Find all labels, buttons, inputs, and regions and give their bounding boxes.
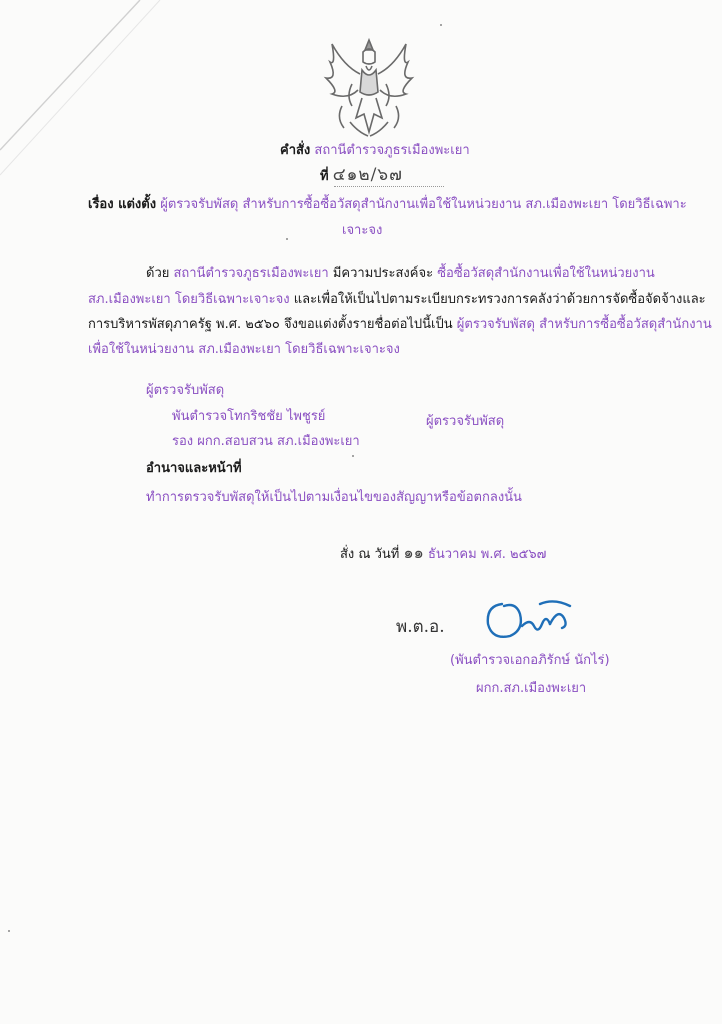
body-role-3: ผู้ตรวจรับพัสดุ สำหรับการซื้อซื้อวัสดุสำนักงาน bbox=[456, 317, 712, 332]
scan-speck bbox=[352, 455, 354, 457]
scan-speck bbox=[8, 930, 10, 932]
handwritten-signature bbox=[480, 594, 580, 644]
body-rest-2: และเพื่อให้เป็นไปตามระเบียบกระทรวงการคลังว่าด้วยการจัดซื้อจัดจ้างและ bbox=[293, 292, 706, 307]
signer-name: (พันตำรวจเอกอภิรักษ์ นักไร่) bbox=[450, 653, 610, 668]
body-line-2 bbox=[88, 291, 706, 309]
date-month-year: ธันวาคม พ.ศ. ๒๕๖๗ bbox=[427, 547, 547, 562]
body-purpose-1: ซื้อซื้อวัสดุสำนักงานเพื่อใช้ในหน่วยงาน bbox=[437, 266, 655, 281]
body-text-3: การบริหารพัสดุภาครัฐ พ.ศ. ๒๕๖๐ จึงขอแต่งตั้งรายชื่อต่อไปนี้เป็น bbox=[88, 317, 453, 332]
subject-line-1 bbox=[88, 196, 687, 214]
body-mid: มีความประสงค์จะ bbox=[332, 266, 434, 281]
committee-member-position: รอง ผกก.สอบสวน สภ.เมืองพะเยา bbox=[172, 434, 360, 449]
body-lead: ด้วย bbox=[146, 266, 170, 281]
committee-member-name: พันตำรวจโทกริชชัย ไพชูรย์ bbox=[172, 409, 326, 424]
order-title-label: คำสั่ง bbox=[280, 143, 311, 158]
duties-heading: อำนาจและหน้าที่ bbox=[146, 461, 242, 476]
order-date bbox=[340, 544, 546, 564]
order-number-label: ที่ bbox=[320, 169, 329, 184]
body-role-4: เพื่อใช้ในหน่วยงาน สภ.เมืองพะเยา โดยวิธีเฉพาะเจาะจง bbox=[88, 342, 400, 357]
order-title bbox=[280, 142, 470, 160]
handwritten-rank: พ.ต.อ. bbox=[396, 617, 445, 637]
order-number-value: ๔๑๒/๖๗ bbox=[332, 165, 403, 185]
order-number-dotted-line bbox=[334, 186, 444, 187]
scan-speck bbox=[286, 238, 288, 240]
committee-heading: ผู้ตรวจรับพัสดุ bbox=[146, 383, 225, 398]
subject-label: เรื่อง แต่งตั้ง bbox=[88, 197, 157, 212]
date-label: สั่ง ณ วันที่ bbox=[340, 547, 400, 562]
body-purpose-2: สภ.เมืองพะเยา โดยวิธีเฉพาะเจาะจง bbox=[88, 292, 290, 307]
order-number bbox=[320, 166, 403, 186]
body-line-3 bbox=[88, 316, 712, 334]
subject-text-1: ผู้ตรวจรับพัสดุ สำหรับการซื้อซื้อวัสดุสำนักงานเพื่อใช้ในหน่วยงาน สภ.เมืองพะเยา โดยวิธีเฉพาะ bbox=[160, 197, 687, 212]
garuda-emblem bbox=[322, 36, 416, 144]
body-org: สถานีตำรวจภูธรเมืองพะเยา bbox=[173, 266, 329, 281]
committee-member-role: ผู้ตรวจรับพัสดุ bbox=[426, 414, 505, 429]
scan-speck bbox=[440, 24, 442, 26]
order-title-org: สถานีตำรวจภูธรเมืองพะเยา bbox=[314, 143, 470, 158]
duties-text: ทำการตรวจรับพัสดุให้เป็นไปตามเงื่อนไขของสัญญาหรือข้อตกลงนั้น bbox=[146, 490, 522, 505]
signer-position: ผกก.สภ.เมืองพะเยา bbox=[476, 681, 587, 696]
subject-text-2: เจาะจง bbox=[342, 223, 383, 238]
date-day: ๑๑ bbox=[403, 543, 424, 562]
body-line-1 bbox=[146, 265, 655, 283]
